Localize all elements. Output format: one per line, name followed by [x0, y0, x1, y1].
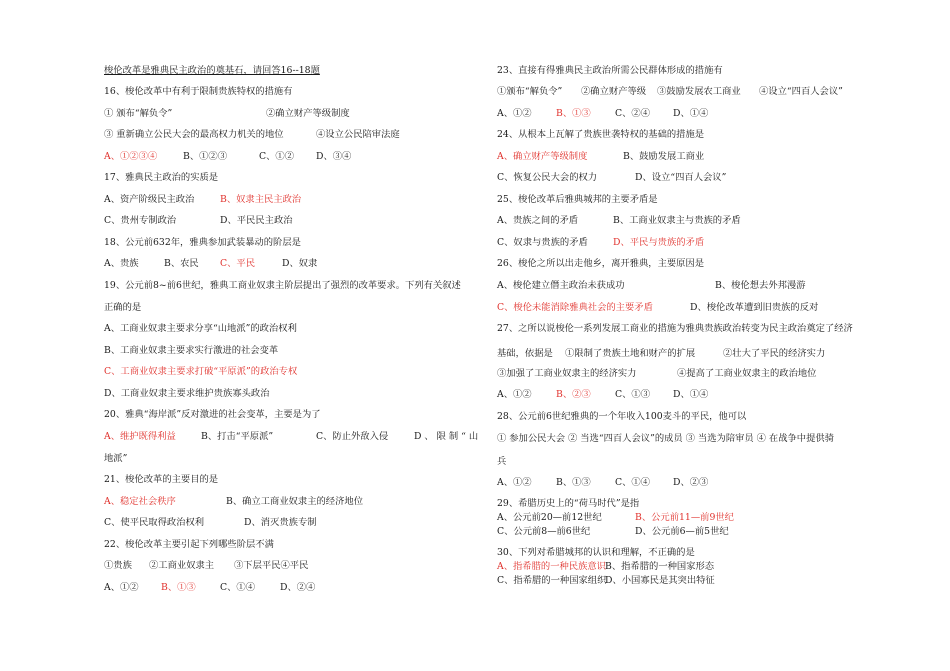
text-segment: B、工商业奴隶主要求实行激进的社会变革	[104, 345, 279, 356]
text-segment: C、奴隶与贵族的矛盾	[497, 237, 588, 248]
right-column-line	[497, 129, 887, 141]
right-column-line	[497, 547, 887, 559]
text-segment: A、维护既得利益	[104, 431, 176, 442]
text-segment: B、打击“平原派”	[201, 431, 274, 442]
text-segment: A、指希腊的一种民族意识	[497, 561, 606, 572]
text-segment: A、梭伦建立僭主政治未获成功	[497, 280, 625, 291]
left-column-line	[104, 345, 484, 357]
text-segment: D、公元前6—前5世纪	[635, 526, 729, 537]
left-column-line	[104, 453, 484, 465]
text-segment: A、①②	[104, 582, 139, 593]
text-segment: ①限制了贵族土地和财产的扩展	[565, 348, 696, 359]
text-segment: ④提高了工商业奴隶主的政治地位	[677, 368, 817, 379]
left-column-line	[104, 474, 484, 486]
text-segment: 28、公元前6世纪雅典的一个年收入100麦斗的平民，他可以	[497, 411, 747, 422]
text-segment: A、①②	[497, 477, 532, 488]
text-segment: 23、直接有得雅典民主政治所需公民群体形成的措施有	[497, 65, 723, 76]
text-segment: D、奴隶	[282, 258, 318, 269]
text-segment: ④设立公民陪审法庭	[316, 129, 400, 140]
text-segment: ①贵族	[104, 560, 132, 571]
text-segment: D、②④	[280, 582, 316, 593]
text-segment: D、工商业奴隶主要求维护贵族寡头政治	[104, 388, 270, 399]
text-segment: D、①④	[673, 389, 709, 400]
text-segment: D、平民与贵族的矛盾	[613, 237, 705, 248]
text-segment: 16、梭伦改革中有利于限制贵族特权的措施有	[104, 86, 293, 97]
text-segment: ① 参加公民大会 ② 当选“四百人会议”的成员 ③ 当选为陪审员 ④ 在战争中提供骑	[497, 433, 834, 444]
text-segment: A、公元前20—前12世纪	[497, 512, 602, 523]
left-column-line	[104, 388, 484, 400]
text-segment: A、稳定社会秩序	[104, 496, 176, 507]
text-segment: 17、雅典民主政治的实质是	[104, 172, 219, 183]
text-segment: C、①④	[220, 582, 256, 593]
text-segment: D、③④	[316, 151, 352, 162]
text-segment: 24、从根本上瓦解了贵族世袭特权的基础的措施是	[497, 129, 705, 140]
text-segment: B、农民	[164, 258, 199, 269]
text-segment: C、公元前8—前6世纪	[497, 526, 591, 537]
text-segment: D、②③	[673, 477, 709, 488]
text-segment: C、使平民取得政治权利	[104, 517, 205, 528]
left-column-line	[104, 172, 484, 184]
text-segment: C、工商业奴隶主要求打破“平原派”的政治专权	[104, 366, 298, 377]
text-segment: 22、梭伦改革主要引起下列哪些阶层不满	[104, 539, 274, 550]
left-column-line	[104, 302, 484, 314]
text-segment: A、贵族之间的矛盾	[497, 215, 579, 226]
text-segment: 25、梭伦改革后雅典城邦的主要矛盾是	[497, 194, 658, 205]
text-segment: B、鼓励发展工商业	[623, 151, 705, 162]
text-segment: B、梭伦想去外邦漫游	[715, 280, 806, 291]
text-segment: 27、之所以说梭伦一系列发展工商业的措施为雅典贵族政治转变为民主政治奠定了经济	[497, 323, 853, 334]
text-segment: D、平民民主政治	[220, 215, 293, 226]
text-segment: B、公元前11—前9世纪	[635, 512, 734, 523]
text-segment: 21、梭伦改革的主要目的是	[104, 474, 219, 485]
text-segment: 正确的是	[104, 302, 142, 313]
text-segment: 30、下列对希腊城邦的认识和理解，不正确的是	[497, 547, 695, 558]
right-column-line	[497, 323, 887, 335]
text-segment: B、确立工商业奴隶主的经济地位	[226, 496, 363, 507]
text-segment: ③下层平民④平民	[234, 560, 309, 571]
text-segment: 26、梭伦之所以出走他乡，离开雅典，主要原因是	[497, 258, 705, 269]
left-column-line	[104, 237, 484, 249]
left-column-line	[104, 539, 484, 551]
right-column-line	[497, 258, 887, 270]
text-segment: C、②④	[615, 108, 651, 119]
text-segment: ① 颁布“解负令”	[104, 108, 173, 119]
text-segment: ③鼓励发展农工商业	[657, 86, 741, 97]
text-segment: 基础，依据是	[497, 348, 553, 359]
text-segment: ①颁布“解负令”	[497, 86, 563, 97]
text-segment: ④设立“四百人会议”	[759, 86, 843, 97]
text-segment: C、恢复公民大会的权力	[497, 172, 598, 183]
text-segment: C、贵州专制政治	[104, 215, 177, 226]
right-column-line	[497, 433, 887, 445]
text-segment: D、消灭贵族专制	[244, 517, 317, 528]
right-column-line	[497, 65, 887, 77]
text-segment: C、①④	[615, 477, 651, 488]
text-segment: A、工商业奴隶主要求分享“山地派”的政治权利	[104, 323, 297, 334]
left-column-line	[104, 86, 484, 98]
left-column-line	[104, 280, 484, 292]
text-segment: B、①③	[556, 108, 591, 119]
text-segment: B、①②③	[183, 151, 228, 162]
text-segment: 29、希腊历史上的“荷马时代”是指	[497, 498, 640, 509]
text-segment: ③加强了工商业奴隶主的经济实力	[497, 368, 637, 379]
text-segment: C、梭伦未能消除雅典社会的主要矛盾	[497, 302, 653, 313]
left-column-line	[104, 65, 484, 77]
text-segment: 梭伦改革是雅典民主政治的奠基石，请回答16--18题	[104, 65, 320, 76]
text-segment: A、①②	[497, 108, 532, 119]
left-column-line	[104, 366, 484, 378]
text-segment: D、①④	[673, 108, 709, 119]
text-segment: C、平民	[220, 258, 256, 269]
text-segment: D、小国寡民是其突出特征	[605, 575, 715, 586]
text-segment: ②确立财产等级	[581, 86, 647, 97]
right-column-line	[497, 456, 887, 468]
text-segment: C、①②	[259, 151, 295, 162]
text-segment: B、指希腊的一种国家形态	[605, 561, 715, 572]
text-segment: A、确立财产等级制度	[497, 151, 588, 162]
text-segment: B、奴隶主民主政治	[220, 194, 302, 205]
text-segment: C、指希腊的一种国家组织	[497, 575, 607, 586]
text-segment: C、①③	[615, 389, 651, 400]
text-segment: A、贵族	[104, 258, 139, 269]
text-segment: B、①③	[556, 477, 591, 488]
text-segment: ③ 重新确立公民大会的最高权力机关的地位	[104, 129, 284, 140]
text-segment: B、②③	[556, 389, 591, 400]
left-column-line	[104, 409, 484, 421]
text-segment: 兵	[497, 456, 507, 467]
text-segment: ②确立财产等级制度	[266, 108, 350, 119]
text-segment: 18、公元前632年，雅典参加武装暴动的阶层是	[104, 237, 301, 248]
text-segment: 19、公元前8~前6世纪，雅典工商业奴隶主阶层提出了强烈的改革要求。下列有关叙述	[104, 280, 461, 291]
text-segment: B、工商业奴隶主与贵族的矛盾	[613, 215, 741, 226]
text-segment: C、防止外敌入侵	[316, 431, 389, 442]
text-segment: D 、 限 制 “ 山	[414, 431, 479, 442]
text-segment: 地派”	[104, 453, 128, 464]
text-segment: 20、雅典“海岸派”反对激进的社会变革，主要是为了	[104, 409, 321, 420]
text-segment: A、资产阶级民主政治	[104, 194, 195, 205]
text-segment: ②工商业奴隶主	[149, 560, 215, 571]
text-segment: D、梭伦改革遭到旧贵族的反对	[690, 302, 819, 313]
text-segment: A、①②③④	[104, 151, 158, 162]
text-segment: D、设立“四百人会议”	[635, 172, 727, 183]
right-column-line	[497, 498, 887, 510]
left-column-line	[104, 323, 484, 335]
right-column-line	[497, 194, 887, 206]
text-segment: ②壮大了平民的经济实力	[723, 348, 826, 359]
right-column-line	[497, 411, 887, 423]
text-segment: B、①③	[161, 582, 196, 593]
text-segment: A、①②	[497, 389, 532, 400]
